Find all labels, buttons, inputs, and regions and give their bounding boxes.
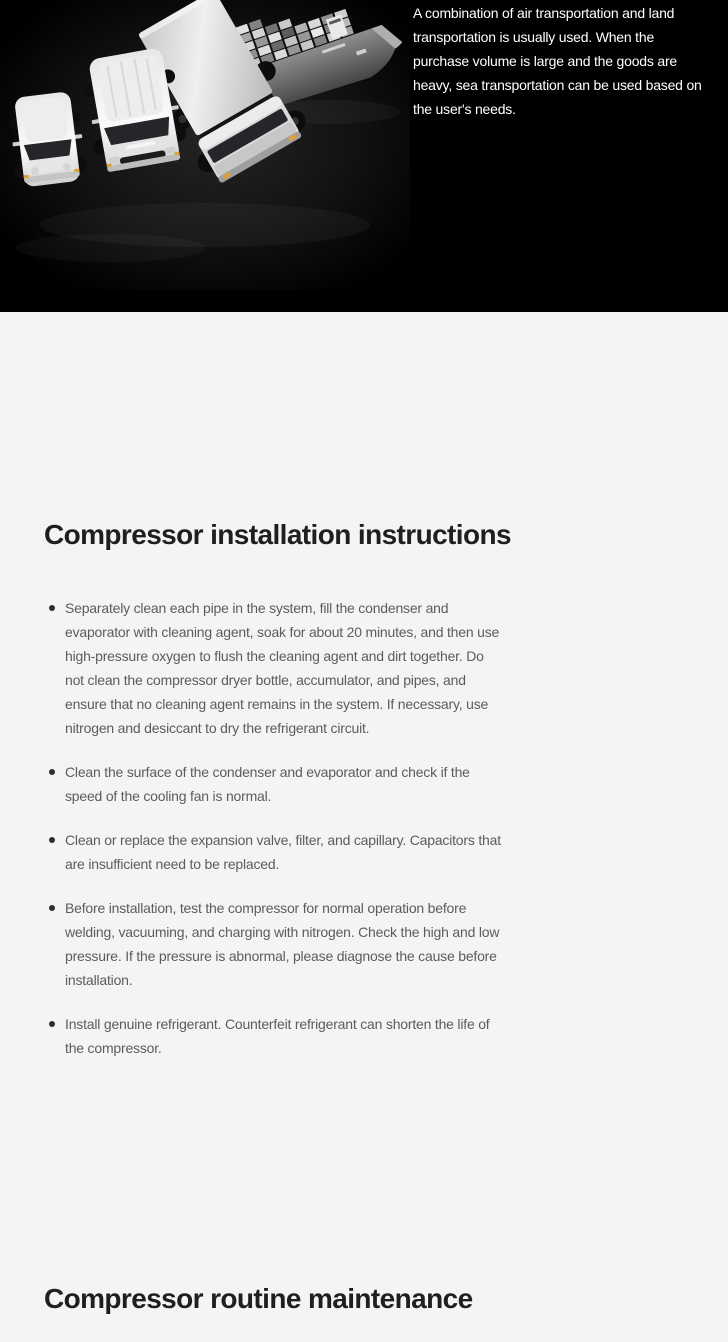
maintenance-section [44, 1282, 684, 1316]
installation-bullet-item: Before installation, test the compressor for normal operation before welding, vacuuming, and charging with nitrogen. Check the high and low pressure. If the pressure is abnormal, please diagnose the cause before installation. [44, 896, 502, 992]
shipping-hero-section [0, 0, 728, 312]
installation-instructions-section [0, 312, 728, 1060]
installation-bullet-item: Clean or replace the expansion valve, filter, and capillary. Capacitors that are insufficient need to be replaced. [44, 828, 502, 876]
maintenance-heading: Compressor routine maintenance [44, 1283, 473, 1314]
installation-bullet-item: Separately clean each pipe in the system, fill the condenser and evaporator with cleaning agent, soak for about 20 minutes, and then use high-pressure oxygen to flush the cleaning agent and dirt together. Do not clean the compressor dryer bottle, accumulator, and pipes, and ensure that no cleaning agent remains in the system. If necessary, use nitrogen and desiccant to dry the refrigerant circuit. [44, 596, 502, 740]
installation-bullet-list [44, 596, 502, 1060]
installation-heading: Compressor installation instructions [44, 519, 511, 550]
shipping-description-text: A combination of air transportation and land transportation is usually used. When the purchase volume is large and the goods are heavy, sea transportation can be used based on the user's needs. [413, 5, 702, 117]
installation-bullet-item: Clean the surface of the condenser and evaporator and check if the speed of the cooling fan is normal. [44, 760, 502, 808]
freight-vehicles-illustration [0, 0, 410, 312]
installation-bullet-item: Install genuine refrigerant. Counterfeit refrigerant can shorten the life of the compressor. [44, 1012, 502, 1060]
